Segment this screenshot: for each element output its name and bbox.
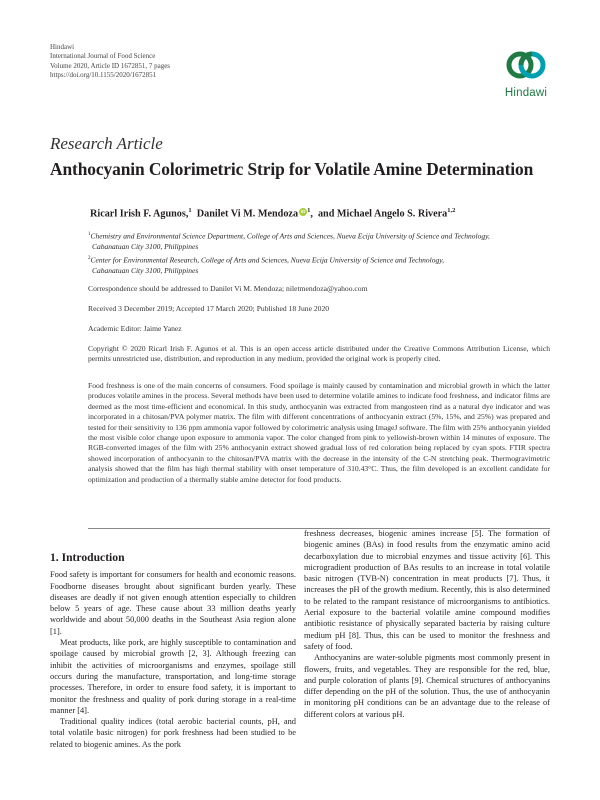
- body-paragraph: Traditional quality indices (total aerobic bacterial counts, pH, and total volatile basic nitrogen) for pork freshness had been studied to be related to biogenic amines. As the pork: [50, 717, 296, 749]
- copyright-notice: Copyright © 2020 Ricarl Irish F. Agunos et al. This is an open access article distributed under the Creative Commons Attribution License, which permits unrestricted use, distribution, and reproduction in any medium, provided the original work is properly cited.: [88, 344, 550, 364]
- doi-link[interactable]: https://doi.org/10.1155/2020/1672851: [50, 70, 157, 79]
- author-name[interactable]: Danilet Vi M. Mendoza: [196, 208, 299, 220]
- hindawi-logo-text: Hindawi: [504, 87, 548, 99]
- volume-info: Volume 2020, Article ID 1672851, 7 pages: [50, 61, 171, 70]
- author-affiliation-marker: 1,2: [447, 207, 456, 214]
- publisher-name: Hindawi: [50, 43, 75, 51]
- author-affiliation-marker: 1: [307, 207, 311, 214]
- hindawi-logo-icon: [505, 46, 547, 84]
- affiliation: [88, 230, 550, 253]
- body-paragraph: Meat products, like pork, are highly susceptible to contamination and spoilage caused by microbial growth [2, 3]. Although freezing can inhibit the activities of microorganisms and enzymes, spoilage still occurs during the manufacture, transportation, and long-time storage processes. Therefore, in order to ensure food safety, it is important to monitor the freshness and quality of pork during storage in a real-time manner [4].: [50, 638, 296, 715]
- author-name[interactable]: Ricarl Irish F. Agunos,: [90, 208, 189, 220]
- journal-info: [50, 43, 170, 80]
- body-column-left: [50, 552, 296, 750]
- body-column-right: [304, 528, 550, 720]
- body-paragraph: freshness decreases, biogenic amines increase [5]. The formation of biogenic amines (BAs) in food results from the enzymatic amino acid decarboxylation due to microbial enzymes and tissue activity [6]. This microgradient production of BAs results to an increase in total volatile basic nitrogen (TVB-N) concentration in meat products [7]. Thus, it increases the pH of the growth medium. Recently, this is also determined to be related to the rampant resistance of microorganisms to antibiotics. Aerial exposure to the bacterial volatile amine compound modifies antibiotic resistance of physically separated bacteria by raising culture medium pH [8]. Thus, this can be used to monitor the freshness and safety of food.: [304, 529, 550, 651]
- article-type: Research Article: [50, 134, 163, 153]
- hindawi-logo: [497, 46, 555, 106]
- abstract: Food freshness is one of the main concerns of consumers. Food spoilage is mainly caused by contamination and microbial growth in which the latter produces volatile amines in the process. Several methods have been used to determine volatile amines to indicate food freshness, and indicator films are deemed as the most time-efficient and economical. In this study, anthocyanin was extracted from mangosteen rind as a natural dye indicator and was incorporated in a chitosan/PVA polymer matrix. The film with different concentrations of anthocyanin extract (5%, 15%, and 25%) was prepared and tested for their sensitivity to 136 ppm ammonia vapor followed by colorimetric analysis using ImageJ software. The film with 25% anthocyanin yielded the most visible color change upon exposure to ammonia vapor. The color changed from pink to yellowish-brown within 14 minutes of exposure. The RGB-converted images of the film with 25% anthocyanin extract showed gradual loss of red coloration being replaced by cyan spots. FTIR spectra showed incorporation of anthocyanin to the chitosan/PVA matrix with the decrease in the intensity of the C-N stretching peak. Thermogravimetric analysis showed that the film has high thermal stability with onset temperature of 310.43°C. Thus, the film developed is an excellent candidate for optimization and production of a thermally stable amine detector for food products.: [88, 381, 550, 484]
- affiliation-text: Cabanatuan City 3100, Philippines: [92, 266, 199, 276]
- affiliation-marker: 2: [88, 256, 91, 261]
- body-paragraph: Food safety is important for consumers for health and economic reasons. Foodborne diseases brought about significant burden yearly. These diseases are deadly if not given enough attention especially to children below 5 years of age. These cause about 33 million deaths yearly worldwide and about 50,000 deaths in the Southeast Asia region alone [1].: [50, 570, 296, 636]
- academic-editor: Academic Editor: Jaime Yanez: [88, 324, 182, 333]
- affiliation-text: Cabanatuan City 3100, Philippines: [92, 242, 199, 252]
- body-paragraph: Anthocyanins are water-soluble pigments most commonly present in flowers, fruits, and vegetables. They are responsible for the red, blue, and purple coloration of plants [9]. Chemical structures of anthocyanins differ depending on the pH of the solution. Thus, the use of anthocyanin in monitoring pH conditions can be an advantage due to the release of different colors at various pH.: [304, 653, 550, 719]
- affiliation-marker: 1: [88, 232, 91, 237]
- article-title: Anthocyanin Colorimetric Strip for Volatile Amine Determination: [50, 159, 534, 179]
- author-list: Ricarl Irish F. Agunos,$^1$ Danilet Vi M. MendozaiD $^1$, and Michael Angelo S. Rivera$^{1,2}$: [90, 207, 455, 219]
- author-affiliation-marker: 1: [188, 207, 192, 214]
- affiliation-text: Chemistry and Environmental Science Department, College of Arts and Sciences, Nueva Ecija University of Science and Technology,: [90, 231, 490, 241]
- publication-dates: Received 3 December 2019; Accepted 17 March 2020; Published 18 June 2020: [88, 304, 330, 313]
- journal-name: International Journal of Food Science: [50, 52, 156, 61]
- affiliation-text: Center for Environmental Research, College of Arts and Sciences, Nueva Ecija University of Science and Technology,: [90, 255, 445, 265]
- correspondence: Correspondence should be addressed to Danilet Vi M. Mendoza; niletmendoza@yahoo.com: [88, 284, 368, 293]
- author-name[interactable]: and Michael Angelo S. Rivera: [317, 208, 448, 220]
- orcid-icon[interactable]: [299, 208, 307, 216]
- affiliation: [88, 254, 550, 277]
- section-heading: 1. Introduction: [50, 551, 125, 564]
